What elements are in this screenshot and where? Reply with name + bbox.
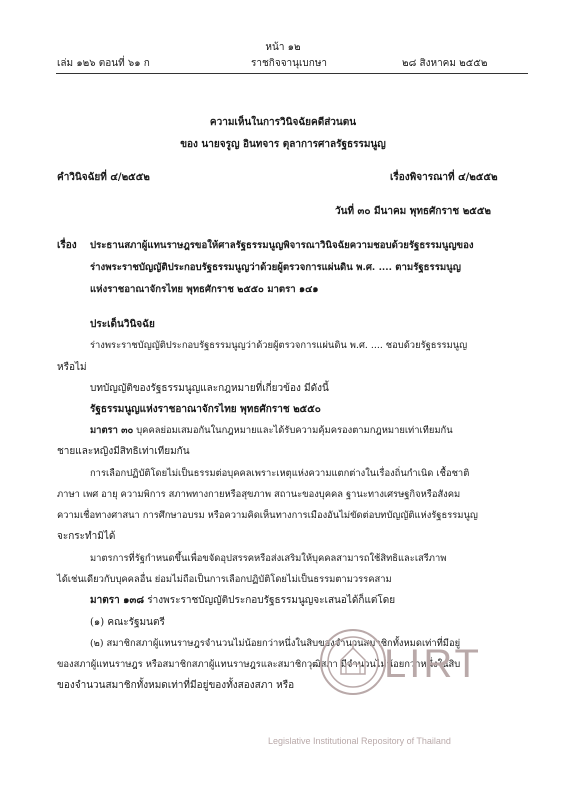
paragraph-3-line-4: จะกระทำมิได้ — [57, 531, 116, 542]
lirt-caption: Legislative Institutional Repository of Thailand — [268, 736, 451, 746]
issue-line-1: ร่างพระราชบัญญัติประกอบรัฐธรรมนูญว่าด้วยผู้ตรวจการแผ่นดิน พ.ศ. .... ชอบด้วยรัฐธรรมนูญ — [90, 340, 468, 351]
gazette-name: ราชกิจจานุเบกษา — [251, 58, 328, 69]
paragraph-4-line-2: ได้เช่นเดียวกับบุคคลอื่น ย่อมไม่ถือเป็นการเลือกปฏิบัติโดยไม่เป็นธรรมตามวรรคสาม — [57, 574, 392, 585]
page-number: หน้า ๑๒ — [265, 42, 301, 53]
section-30-label: มาตรา ๓๐ — [90, 425, 134, 436]
subject-line-3: แห่งราชอาณาจักรไทย พุทธศักราช ๒๕๕๐ มาตรา ๑๔๑ — [90, 284, 319, 295]
section-138-label: มาตรา ๑๓๘ — [90, 595, 145, 606]
item-2-line-2: ของสภาผู้แทนราษฎร หรือสมาชิกสภาผู้แทนราษฎรและสมาชิกวุฒิสภา มีจำนวนไม่น้อยกว่าหนึ่งในสิบ — [57, 659, 461, 670]
constitution-heading: รัฐธรรมนูญแห่งราชอาณาจักรไทย พุทธศักราช ๒๕๕๐ — [90, 404, 321, 415]
issue-heading: ประเด็นวินิจฉัย — [90, 319, 155, 330]
section-30-line-1 — [90, 425, 453, 437]
gazette-date: ๒๘ สิงหาคม ๒๕๕๒ — [402, 58, 488, 69]
parliament-seal-icon — [318, 622, 388, 702]
paragraph-4-line-1: มาตรการที่รัฐกำหนดขึ้นเพื่อขจัดอุปสรรคหรือส่งเสริมให้บุคคลสามารถใช้สิทธิและเสรีภาพ — [90, 553, 447, 564]
section-30-text: บุคคลย่อมเสมอกันในกฎหมายและได้รับความคุ้มครองตามกฎหมายเท่าเทียมกัน — [136, 425, 453, 436]
decision-number: คำวินิจฉัยที่ ๔/๒๕๕๒ — [57, 172, 150, 183]
issue-line-2: หรือไม่ — [57, 362, 87, 373]
item-2-line-3: ของจำนวนสมาชิกทั้งหมดเท่าที่มีอยู่ของทั้งสองสภา หรือ — [57, 680, 295, 691]
decision-date: วันที่ ๓๐ มีนาคม พุทธศักราช ๒๕๕๒ — [335, 206, 492, 217]
document-subtitle: ของ นายจรูญ อินทจาร ตุลาการศาลรัฐธรรมนูญ — [180, 139, 386, 150]
paragraph-3-line-1: การเลือกปฏิบัติโดยไม่เป็นธรรมต่อบุคคลเพราะเหตุแห่งความแตกต่างในเรื่องถิ่นกำเนิด เชื้อชาติ — [90, 468, 470, 479]
subject-label: เรื่อง — [57, 240, 77, 251]
section-138-line — [90, 595, 395, 607]
provisions-intro: บทบัญญัติของรัฐธรรมนูญและกฎหมายที่เกี่ยวข้อง มีดังนี้ — [90, 383, 329, 394]
consideration-number: เรื่องพิจารณาที่ ๔/๒๕๕๒ — [390, 172, 498, 183]
paragraph-3-line-3: ความเชื่อทางศาสนา การศึกษาอบรม หรือความคิดเห็นทางการเมืองอันไม่ขัดต่อบทบัญญัติแห่งรัฐธรรมนูญ — [57, 510, 478, 521]
volume-issue: เล่ม ๑๒๖ ตอนที่ ๖๑ ก — [57, 58, 150, 69]
document-title: ความเห็นในการวินิจฉัยคดีส่วนตน — [209, 117, 357, 128]
lirt-logo-text: LIRT — [384, 642, 482, 686]
section-30-line-2: ชายและหญิงมีสิทธิเท่าเทียมกัน — [57, 446, 190, 457]
item-1: (๑) คณะรัฐมนตรี — [90, 617, 165, 628]
subject-line-2: ร่างพระราชบัญญัติประกอบรัฐธรรมนูญว่าด้วยผู้ตรวจการแผ่นดิน พ.ศ. .... ตามรัฐธรรมนูญ — [90, 262, 461, 273]
subject-line-1: ประธานสภาผู้แทนราษฎรขอให้ศาลรัฐธรรมนูญพิจารณาวินิจฉัยความชอบด้วยรัฐธรรมนูญของ — [90, 240, 474, 251]
section-138-text: ร่างพระราชบัญญัติประกอบรัฐธรรมนูญจะเสนอได้ก็แต่โดย — [147, 595, 396, 606]
paragraph-3-line-2: ภาษา เพศ อายุ ความพิการ สภาพทางกายหรือสุขภาพ สถานะของบุคคล ฐานะทางเศรษฐกิจหรือสังคม — [57, 489, 461, 500]
header-divider — [56, 73, 528, 74]
item-2-line-1: (๒) สมาชิกสภาผู้แทนราษฎรจำนวนไม่น้อยกว่าหนึ่งในสิบของจำนวนสมาชิกทั้งหมดเท่าที่มีอยู่ — [90, 638, 461, 649]
